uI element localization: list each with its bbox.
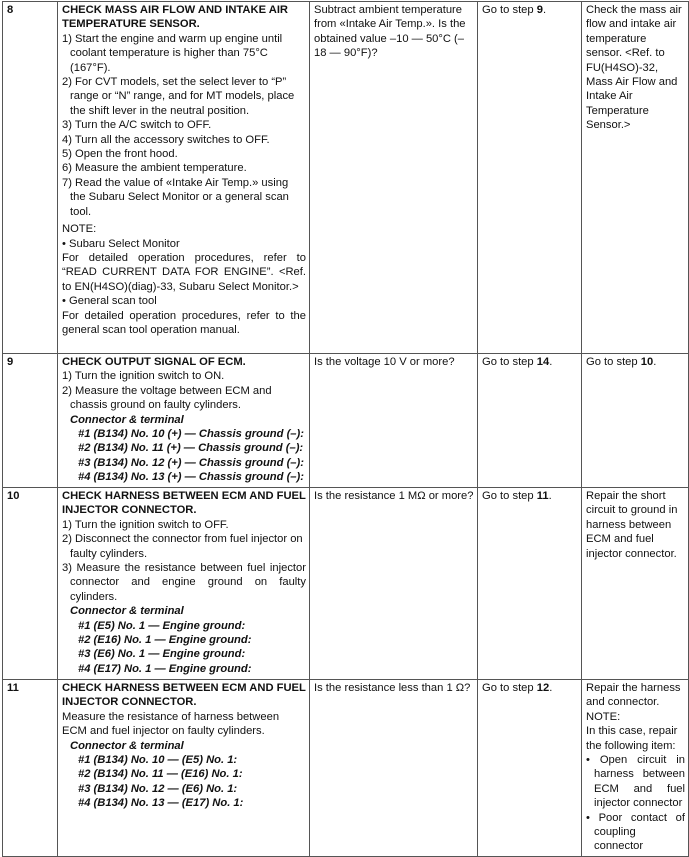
procedure-line: 7) Read the value of «Intake Air Temp.» using the Subaru Select Monitor or a general scan tool. <box>62 176 289 218</box>
terminal-line: #1 (E5) No. 1 — Engine ground: <box>78 619 246 632</box>
terminal-line: #3 (B134) No. 12 (+) — Chassis ground (–): <box>78 456 304 469</box>
no-cell: Check the mass air flow and intake air temperature sensor. <Ref. to FU(H4SO)-32, Mass Air Flow and Intake Air Temperature Sensor.> <box>582 2 689 354</box>
yes-prefix: Go to step <box>482 4 537 16</box>
step-number: 10 <box>3 488 58 680</box>
no-cell: Repair the short circuit to ground in harness between ECM and fuel injector connector. <box>582 488 689 680</box>
note-line: For detailed operation procedures, refer to “READ CURRENT DATA FOR ENGINE”. <Ref. to EN(H4SO)(diag)-33, Subaru Select Monitor.> <box>62 251 306 293</box>
procedure-line: 2) For CVT models, set the select lever to “P” range or “N” range, and for MT models, place the shift lever in the neutral position. <box>62 76 295 117</box>
yes-prefix: Go to step <box>482 682 537 694</box>
table-row <box>3 2 689 354</box>
check-cell: Is the voltage 10 V or more? <box>310 354 478 488</box>
note-label: NOTE: <box>62 223 97 236</box>
procedure-line: 1) Turn the ignition switch to OFF. <box>62 518 229 531</box>
note-line: • Subaru Select Monitor <box>62 237 180 250</box>
step-title: CHECK MASS AIR FLOW AND INTAKE AIR TEMPERATURE SENSOR. <box>62 4 289 31</box>
no-cell <box>582 680 689 857</box>
procedure-line: 2) Disconnect the connector from fuel injector on faulty cylinders. <box>62 533 303 560</box>
step-number: 11 <box>3 680 58 857</box>
terminal-line: #2 (E16) No. 1 — Engine ground: <box>78 634 252 647</box>
terminal-line: #1 (B134) No. 10 (+) — Chassis ground (–): <box>78 428 304 441</box>
note-line: In this case, repair the following item: <box>586 725 678 752</box>
note-line: For detailed operation procedures, refer to the general scan tool operation manual. <box>62 309 306 336</box>
terminal-line: #2 (B134) No. 11 — (E16) No. 1: <box>78 768 243 781</box>
procedure-line: 2) Measure the voltage between ECM and chassis ground on faulty cylinders. <box>62 384 272 412</box>
terminal-line: #3 (E6) No. 1 — Engine ground: <box>78 648 246 661</box>
procedure-line: 1) Start the engine and warm up engine until coolant temperature is higher than 75°C (167°F). <box>62 32 283 74</box>
procedure-cell <box>58 2 310 354</box>
procedure-cell <box>58 680 310 857</box>
step-title: CHECK HARNESS BETWEEN ECM AND FUEL INJECTOR CONNECTOR. <box>62 490 306 517</box>
connector-label: Connector & terminal <box>70 739 184 752</box>
no-suffix: . <box>653 356 657 368</box>
yes-suffix: . <box>548 490 552 502</box>
no-cell <box>582 354 689 488</box>
yes-cell <box>478 680 582 857</box>
yes-suffix: . <box>549 682 553 694</box>
procedure-cell <box>58 354 310 488</box>
yes-step-link[interactable]: 12 <box>536 682 550 694</box>
note-label: NOTE: <box>586 710 621 723</box>
check-cell: Is the resistance less than 1 Ω? <box>310 680 478 857</box>
yes-step-link[interactable]: 9 <box>536 4 543 16</box>
procedure-line: Measure the resistance of harness between ECM and fuel injector on faulty cylinders. <box>62 710 280 738</box>
terminal-line: #4 (B134) No. 13 — (E17) No. 1: <box>78 797 244 810</box>
check-cell: Subtract ambient temperature from «Intake Air Temp.». Is the obtained value –10 — 50°C (–18 — 90°F)? <box>310 2 478 354</box>
procedure-line: 6) Measure the ambient temperature. <box>62 162 247 175</box>
procedure-line: 1) Turn the ignition switch to ON. <box>62 370 225 383</box>
terminal-line: #3 (B134) No. 12 — (E6) No. 1: <box>78 782 238 795</box>
terminal-line: #2 (B134) No. 11 (+) — Chassis ground (–): <box>78 442 304 455</box>
diagnostic-table <box>2 1 689 857</box>
terminal-line: #4 (B134) No. 13 (+) — Chassis ground (–): <box>78 471 304 484</box>
procedure-line: 3) Measure the resistance between fuel injector connector and engine ground on faulty cylinders. <box>62 562 306 603</box>
table-row <box>3 680 689 857</box>
connector-label: Connector & terminal <box>70 605 184 618</box>
yes-prefix: Go to step <box>482 490 537 502</box>
yes-step-link[interactable]: 14 <box>536 356 550 368</box>
yes-suffix: . <box>549 356 553 368</box>
note-line: • Open circuit in harness between ECM and fuel injector connector <box>586 754 685 810</box>
terminal-line: #1 (B134) No. 10 — (E5) No. 1: <box>78 754 238 767</box>
table-row <box>3 488 689 680</box>
connector-label: Connector & terminal <box>70 413 184 426</box>
step-title: CHECK OUTPUT SIGNAL OF ECM. <box>62 356 246 368</box>
procedure-line: 3) Turn the A/C switch to OFF. <box>62 119 212 132</box>
yes-cell <box>478 488 582 680</box>
yes-cell <box>478 2 582 354</box>
terminal-line: #4 (E17) No. 1 — Engine ground: <box>78 662 252 675</box>
step-title: CHECK HARNESS BETWEEN ECM AND FUEL INJECTOR CONNECTOR. <box>62 682 306 709</box>
step-number: 8 <box>3 2 58 354</box>
no-prefix: Go to step <box>586 356 641 368</box>
no-step-link[interactable]: 10 <box>640 356 654 368</box>
note-line: • Poor contact of coupling connector <box>586 811 685 853</box>
procedure-cell <box>58 488 310 680</box>
table-row <box>3 354 689 488</box>
yes-cell <box>478 354 582 488</box>
procedure-line: 5) Open the front hood. <box>62 148 178 161</box>
yes-prefix: Go to step <box>482 356 537 368</box>
procedure-line: 4) Turn all the accessory switches to OFF. <box>62 133 270 146</box>
check-cell: Is the resistance 1 MΩ or more? <box>310 488 478 680</box>
yes-suffix: . <box>542 4 547 16</box>
note-line: • General scan tool <box>62 295 157 308</box>
no-action: Repair the harness and connector. <box>586 682 681 709</box>
step-number: 9 <box>3 354 58 488</box>
yes-step-link[interactable]: 11 <box>536 490 549 502</box>
